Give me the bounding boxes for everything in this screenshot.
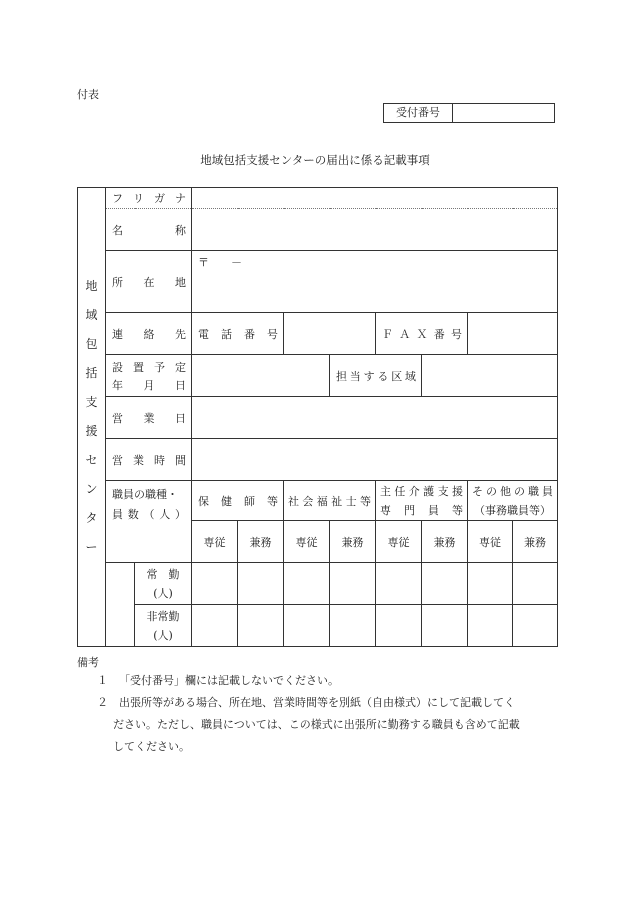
planned-date-label: 設 置 予 定 年 月 日 (106, 355, 192, 397)
cell-input[interactable] (468, 563, 513, 605)
col-concurrent: 兼務 (513, 521, 558, 563)
col-concurrent: 兼務 (238, 521, 284, 563)
indent-blank (106, 605, 135, 647)
form-table (77, 187, 558, 647)
cell-input[interactable] (238, 563, 284, 605)
business-days-label: 営 業 日 (106, 397, 192, 439)
business-days-field[interactable] (192, 397, 558, 439)
cell-input[interactable] (284, 563, 330, 605)
furigana-field[interactable] (192, 188, 558, 209)
business-hours-label: 営 業 時 間 (106, 439, 192, 481)
fax-field[interactable] (468, 313, 558, 355)
side-label-center: 地 域 包 括 支 援 セ ン タ ー (78, 188, 106, 647)
col-fulltime: 専従 (468, 521, 513, 563)
note-item-2: ２ 出張所等がある場合、所在地、営業時間等を別紙（自由様式）にして記載してく ださい。ただし、職員については、この様式に出張所に勤務する職員も含めて記載 してください。 (97, 696, 520, 753)
furigana-label: フ リ ガ ナ (106, 188, 192, 209)
receipt-number-box (383, 103, 555, 123)
address-field[interactable] (192, 251, 558, 313)
contact-label: 連 絡 先 (106, 313, 192, 355)
cell-input[interactable] (468, 605, 513, 647)
form-title: 地域包括支援センターの届出に係る記載事項 (200, 153, 430, 167)
col-concurrent: 兼務 (422, 521, 468, 563)
cell-input[interactable] (376, 563, 422, 605)
receipt-number-field[interactable] (453, 104, 554, 122)
cell-input[interactable] (330, 563, 376, 605)
notes-heading: 備考 (77, 656, 99, 669)
phone-field[interactable] (284, 313, 376, 355)
appendix-label: 付表 (77, 88, 99, 101)
col-fulltime: 専従 (376, 521, 422, 563)
indent-blank (106, 563, 135, 605)
role-other-staff: そ の 他 の 職 員 （事務職員等） (468, 481, 558, 521)
cell-input[interactable] (284, 605, 330, 647)
fax-label: Ｆ Ａ Ｘ 番 号 (376, 313, 468, 355)
role-care-manager: 主 任 介 護 支 援 専 門 員 等 (376, 481, 468, 521)
cell-input[interactable] (513, 605, 558, 647)
role-social-worker: 社 会 福 祉 士 等 (284, 481, 376, 521)
cell-input[interactable] (513, 563, 558, 605)
area-label: 担 当 す る 区 域 (330, 355, 422, 397)
staff-label: 職員の職種・ 員 数 （ 人 ） (106, 481, 192, 563)
cell-input[interactable] (238, 605, 284, 647)
cell-input[interactable] (422, 605, 468, 647)
regular-staff-label: 常 勤 (人) (135, 563, 192, 605)
receipt-number-label: 受付番号 (384, 104, 453, 122)
cell-input[interactable] (422, 563, 468, 605)
role-nurse: 保 健 師 等 (192, 481, 284, 521)
phone-label: 電 話 番 号 (192, 313, 284, 355)
business-hours-field[interactable] (192, 439, 558, 481)
name-field[interactable] (192, 209, 558, 251)
cell-input[interactable] (192, 563, 238, 605)
cell-input[interactable] (376, 605, 422, 647)
area-field[interactable] (422, 355, 558, 397)
col-concurrent: 兼務 (330, 521, 376, 563)
col-fulltime: 専従 (284, 521, 330, 563)
note-item-1: １ 「受付番号」欄には記載しないでください。 (97, 674, 339, 687)
planned-date-field[interactable] (192, 355, 330, 397)
cell-input[interactable] (192, 605, 238, 647)
col-fulltime: 専従 (192, 521, 238, 563)
address-label: 所 在 地 (106, 251, 192, 313)
name-label: 名 称 (106, 209, 192, 251)
postal-mark: 〒 － (198, 256, 242, 269)
cell-input[interactable] (330, 605, 376, 647)
irregular-staff-label: 非常勤 (人) (135, 605, 192, 647)
